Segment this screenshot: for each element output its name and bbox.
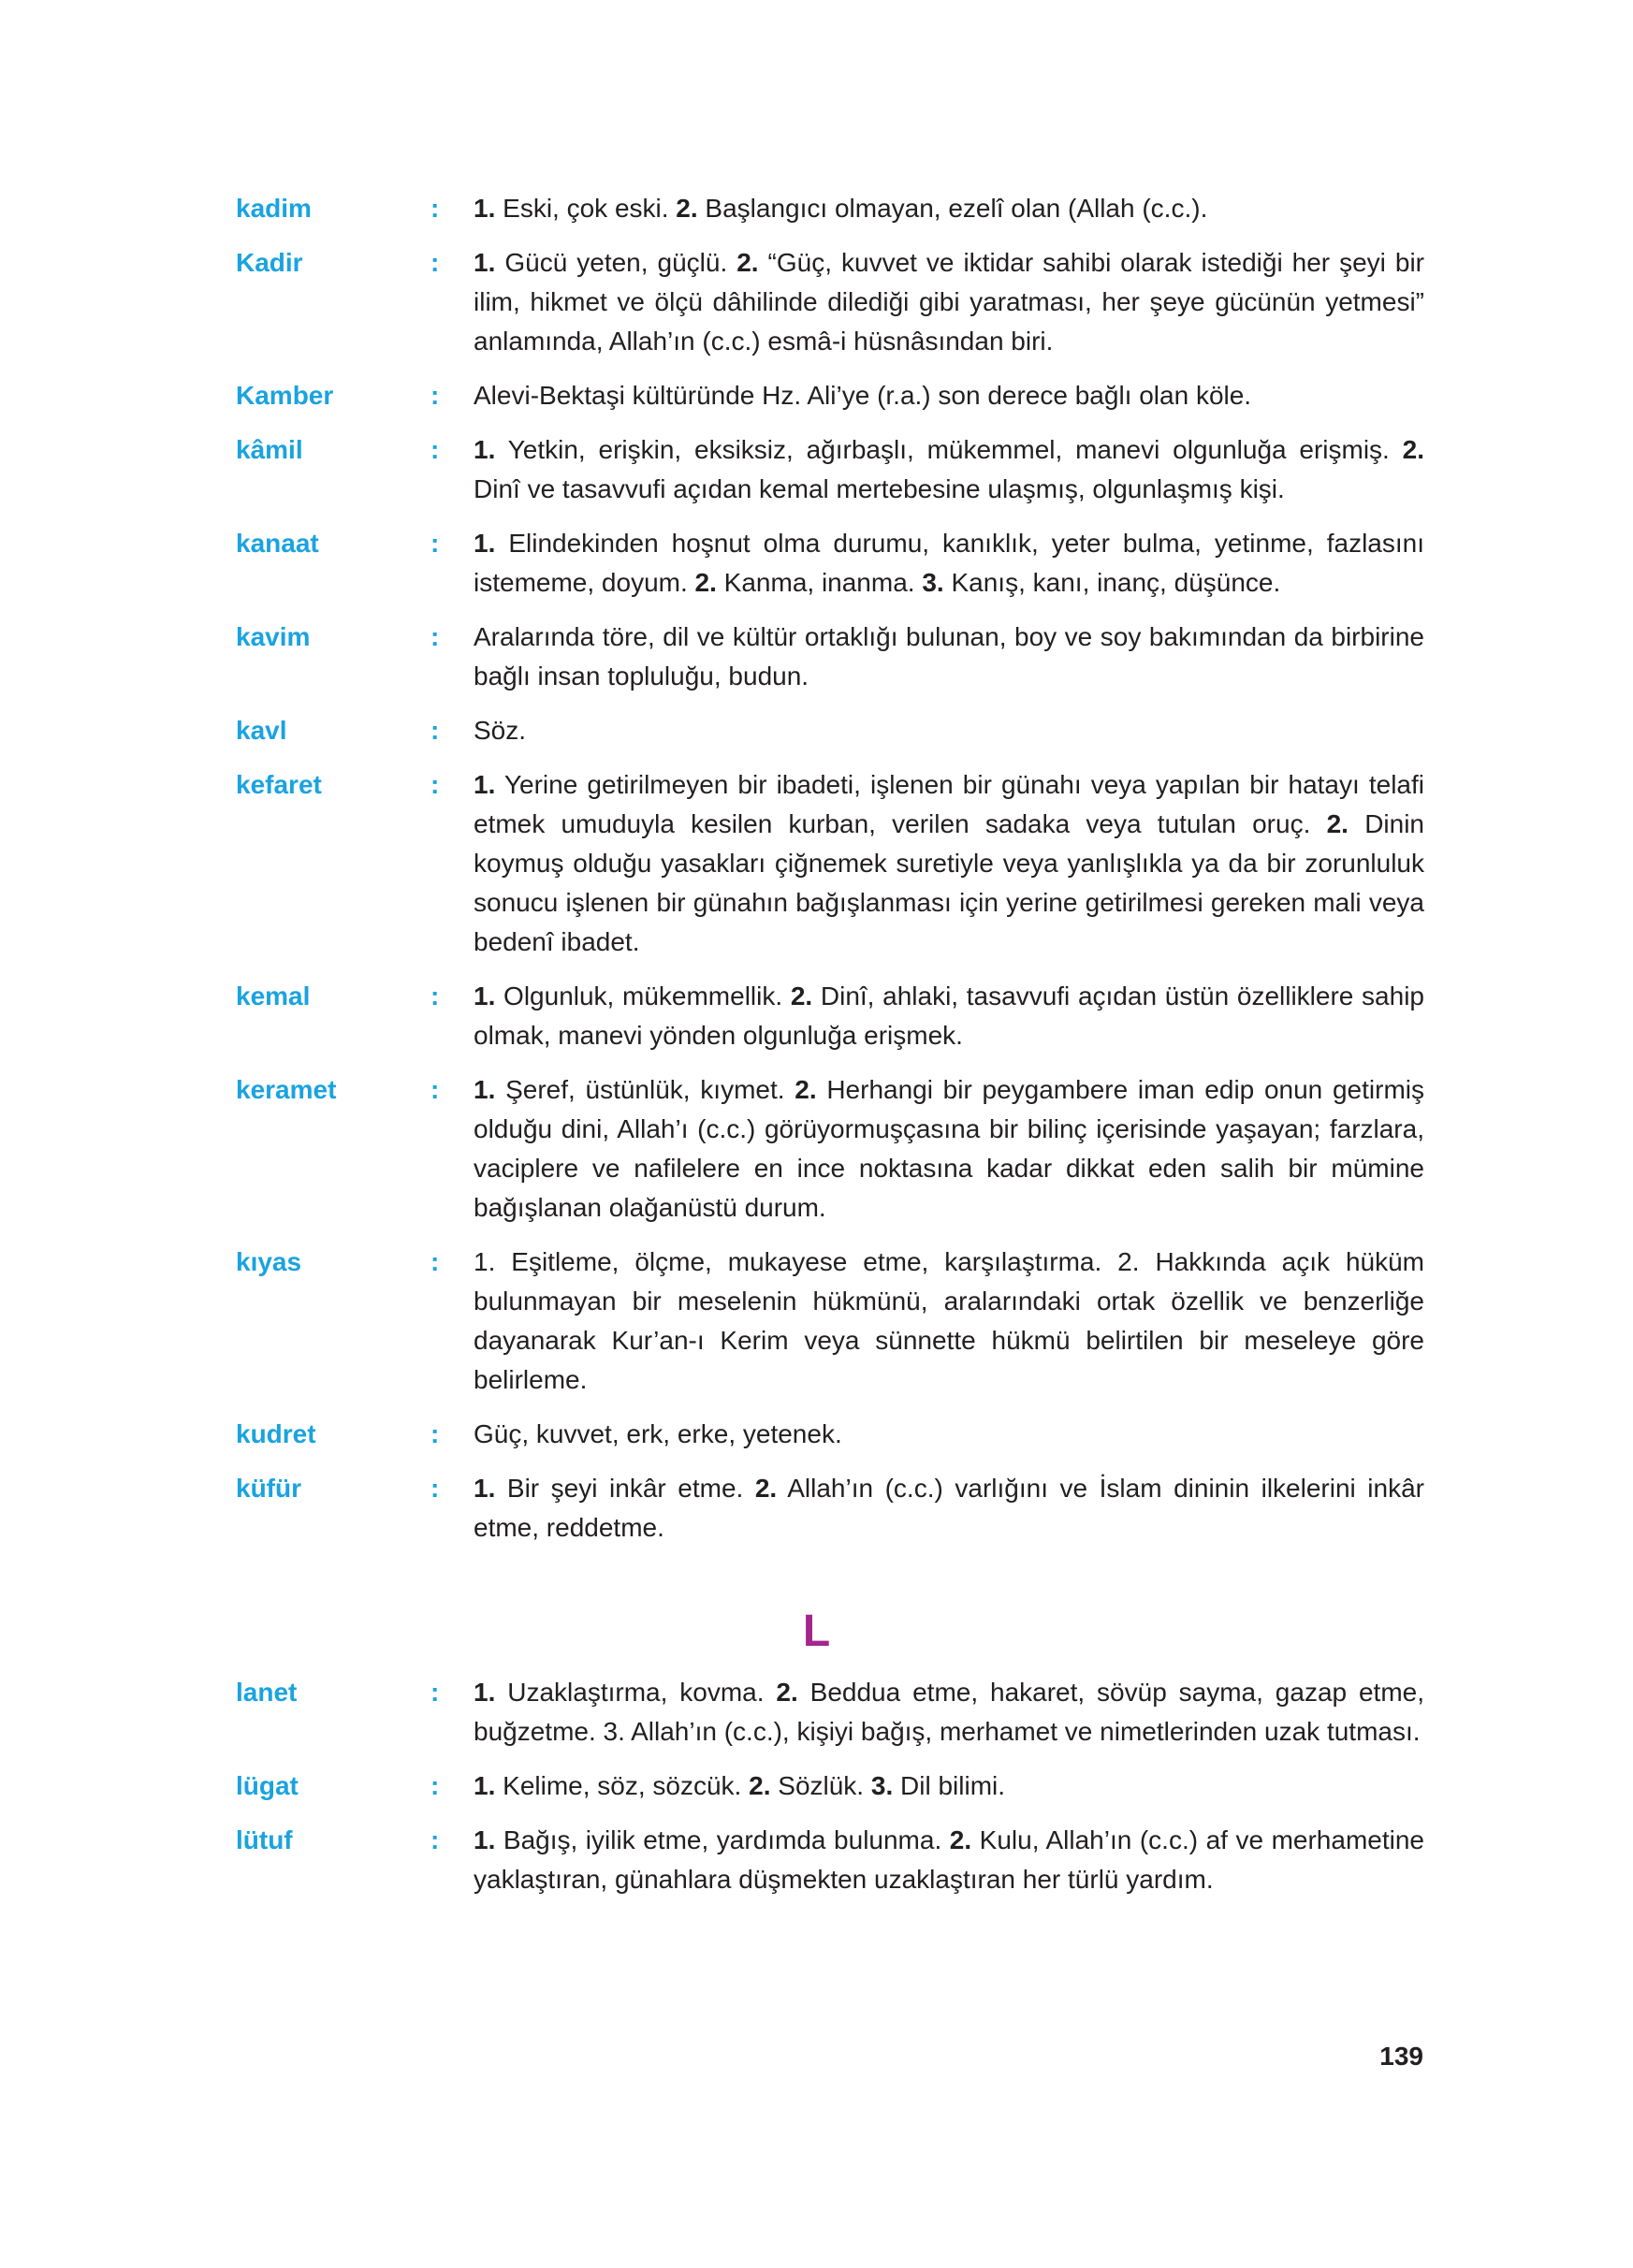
- sense-number: 2.: [749, 1771, 771, 1800]
- sense-number: 1.: [474, 435, 496, 464]
- glossary-definition: [474, 189, 1424, 228]
- definition-text: Sözlük.: [770, 1771, 871, 1800]
- glossary-entry: [236, 430, 1424, 509]
- sense-number: 1.: [474, 1474, 496, 1503]
- sense-number: 3.: [870, 1771, 894, 1800]
- page-number: 139: [1379, 2042, 1423, 2071]
- glossary-term: kudret: [236, 1419, 316, 1448]
- definition-text: Yerine getirilmeyen bir ibadeti, işlenen bir günahı veya yapılan bir hatayı telafi etmek umuduyla kesilen kurban, verilen sadaka veya tutulan oruç.: [474, 770, 1424, 838]
- glossary-entry: [236, 1070, 1424, 1228]
- definition-text: Elindekinden hoşnut olma durumu, kanıklık, yeter bulma, yetinme, fazlasını istememe, doyum.: [474, 529, 1424, 597]
- glossary-term: kavim: [236, 622, 311, 651]
- sense-number: 2.: [790, 981, 813, 1010]
- glossary-entry: [236, 243, 1424, 361]
- sense-number: 1.: [474, 248, 496, 277]
- glossary-definition: [474, 1469, 1424, 1548]
- definition-text: Eski, çok eski.: [495, 194, 677, 223]
- term-separator: :: [430, 770, 440, 799]
- glossary-definition: [474, 524, 1424, 603]
- definition-text: Kulu, Allah’ın (c.c.) af ve merhametine yaklaştıran, günahlara düşmekten uzaklaştıran her türlü yardım.: [474, 1825, 1424, 1894]
- glossary-definition: [474, 1415, 1424, 1454]
- sense-number: 1.: [474, 194, 496, 223]
- glossary-definition: [474, 1821, 1424, 1899]
- glossary-term: lanet: [236, 1678, 298, 1707]
- glossary-definition: [474, 1766, 1424, 1806]
- glossary-definition: [474, 243, 1424, 361]
- glossary-term: Kadir: [236, 248, 303, 277]
- glossary-entry: [236, 1821, 1424, 1899]
- sense-number: 1.: [474, 981, 496, 1010]
- sense-number: 3.: [922, 568, 944, 597]
- glossary-definition: [474, 1070, 1424, 1228]
- definition-text: Yetkin, erişkin, eksiksiz, ağırbaşlı, mükemmel, manevi olgunluğa erişmiş.: [495, 435, 1403, 464]
- sense-number: 1.: [474, 529, 496, 558]
- definition-text: Olgunluk, mükemmellik.: [495, 981, 791, 1010]
- definition-text: 1. Eşitleme, ölçme, mukayese etme, karşılaştırma. 2. Hakkında açık hüküm bulunmayan bir meselenin hükmünü, aralarındaki ortak özellik ve benzerliğe dayanarak Kur’an-ı Kerim veya sünnette hükmü belirtilen bir meseleye göre belirleme.: [474, 1247, 1424, 1394]
- glossary-definition: [474, 1243, 1424, 1400]
- sense-number: 2.: [754, 1474, 778, 1503]
- definition-text: Bağış, iyilik etme, yardımda bulunma.: [495, 1825, 950, 1854]
- glossary-entry: [236, 1673, 1424, 1752]
- definition-text: Söz.: [474, 716, 527, 745]
- glossary-term: kıyas: [236, 1247, 302, 1276]
- glossary-entry: [236, 711, 1424, 750]
- definition-text: “Güç, kuvvet ve iktidar sahibi olarak istediği her şeyi bir ilim, hikmet ve ölçü dâhilinde dilediği gibi yaratması, her şeye gücünün yetmesi” anlamında, Allah’ın (c.c.) esmâ-i hüsnâsından biri.: [474, 248, 1424, 356]
- glossary-entry: [236, 189, 1424, 228]
- term-separator: :: [430, 1075, 440, 1104]
- definition-text: Kelime, söz, sözcük.: [495, 1771, 750, 1800]
- glossary-term: kanaat: [236, 529, 319, 558]
- definition-text: Uzaklaştırma, kovma.: [495, 1678, 777, 1707]
- sense-number: 1.: [474, 1825, 496, 1854]
- glossary-entry: [236, 376, 1424, 415]
- glossary-term: lütuf: [236, 1825, 293, 1854]
- glossary-definition: [474, 376, 1424, 415]
- definition-text: Kanış, kanı, inanç, düşünce.: [943, 568, 1281, 597]
- term-separator: :: [430, 622, 440, 651]
- sense-number: 1.: [474, 1075, 496, 1104]
- sense-number: 2.: [1326, 809, 1349, 838]
- definition-text: Başlangıcı olmayan, ezelî olan (Allah (c.c.).: [697, 194, 1208, 223]
- glossary-term: kadim: [236, 194, 312, 223]
- section-letter-heading: L: [802, 1606, 831, 1656]
- glossary-term: kefaret: [236, 770, 322, 799]
- glossary-l-section: [236, 1673, 1424, 1914]
- glossary-definition: [474, 430, 1424, 509]
- definition-text: Dinî ve tasavvufi açıdan kemal mertebesine ulaşmış, olgunlaşmış kişi.: [474, 474, 1285, 503]
- definition-text: Bir şeyi inkâr etme.: [495, 1474, 755, 1503]
- glossary-term: küfür: [236, 1474, 301, 1503]
- term-separator: :: [430, 1678, 440, 1707]
- glossary-entry: [236, 1766, 1424, 1806]
- glossary-entry: [236, 1243, 1424, 1400]
- glossary-entry: [236, 765, 1424, 962]
- sense-number: 2.: [1402, 435, 1424, 464]
- glossary-definition: [474, 765, 1424, 962]
- definition-text: Herhangi bir peygambere iman edip onun getirmiş olduğu dini, Allah’ı (c.c.) görüyormuşçasına bir bilinç içerisinde yaşayan; farzlara, vaciplere ve nafilelere en ince noktasına kadar dikkat eden salih bir mümine bağışlanan olağanüstü durum.: [474, 1075, 1424, 1222]
- glossary-definition: [474, 711, 1424, 750]
- term-separator: :: [430, 981, 440, 1010]
- definition-text: Dinin koymuş olduğu yasakları çiğnemek suretiyle veya yanlışlıkla ya da bir zorunluluk sonucu işlenen bir günahın bağışlanması için yerine getirilmesi gereken mali veya bedenî ibadet.: [474, 809, 1424, 956]
- definition-text: Şeref, üstünlük, kıymet.: [495, 1075, 795, 1104]
- term-separator: :: [430, 248, 440, 277]
- term-separator: :: [430, 1247, 440, 1276]
- definition-text: Allah’ın (c.c.) varlığını ve İslam dininin ilkelerini inkâr etme, reddetme.: [474, 1474, 1424, 1542]
- glossary-entry: [236, 1415, 1424, 1454]
- glossary-term: keramet: [236, 1075, 337, 1104]
- definition-text: Dinî, ahlaki, tasavvufi açıdan üstün özelliklere sahip olmak, manevi yönden olgunluğa erişmek.: [474, 981, 1424, 1050]
- term-separator: :: [430, 435, 440, 464]
- glossary-definition: [474, 977, 1424, 1055]
- sense-number: 1.: [474, 1678, 496, 1707]
- glossary-entry: [236, 1469, 1424, 1548]
- sense-number: 2.: [776, 1678, 798, 1707]
- definition-text: Aralarında töre, dil ve kültür ortaklığı bulunan, boy ve soy bakımından da birbirine bağlı insan topluluğu, budun.: [474, 622, 1424, 691]
- term-separator: :: [430, 1771, 440, 1800]
- glossary-term: kavl: [236, 716, 287, 745]
- sense-number: 1.: [474, 1771, 496, 1800]
- term-separator: :: [430, 716, 440, 745]
- definition-text: Beddua etme, hakaret, sövüp sayma, gazap etme, buğzetme. 3. Allah’ın (c.c.), kişiyi bağış, merhamet ve nimetlerinden uzak tutması.: [474, 1678, 1424, 1746]
- glossary-entry: [236, 618, 1424, 696]
- glossary-term: kâmil: [236, 435, 303, 464]
- sense-number: 2.: [676, 194, 698, 223]
- glossary-term: Kamber: [236, 381, 334, 410]
- term-separator: :: [430, 1474, 440, 1503]
- term-separator: :: [430, 381, 440, 410]
- sense-number: 2.: [694, 568, 717, 597]
- glossary-k-section: [236, 189, 1424, 1563]
- definition-text: Kanma, inanma.: [716, 568, 923, 597]
- definition-text: Güç, kuvvet, erk, erke, yetenek.: [474, 1419, 842, 1448]
- glossary-definition: [474, 1673, 1424, 1752]
- glossary-entry: [236, 977, 1424, 1055]
- term-separator: :: [430, 194, 440, 223]
- sense-number: 2.: [949, 1825, 972, 1854]
- definition-text: Gücü yeten, güçlü.: [495, 248, 737, 277]
- definition-text: Alevi-Bektaşi kültüründe Hz. Ali’ye (r.a.) son derece bağlı olan köle.: [474, 381, 1252, 410]
- term-separator: :: [430, 1419, 440, 1448]
- sense-number: 1.: [474, 770, 496, 799]
- term-separator: :: [430, 529, 440, 558]
- term-separator: :: [430, 1825, 440, 1854]
- glossary-definition: [474, 618, 1424, 696]
- glossary-term: kemal: [236, 981, 311, 1010]
- glossary-term: lügat: [236, 1771, 299, 1800]
- sense-number: 2.: [795, 1075, 817, 1104]
- glossary-entry: [236, 524, 1424, 603]
- sense-number: 2.: [736, 248, 759, 277]
- definition-text: Dil bilimi.: [893, 1771, 1006, 1800]
